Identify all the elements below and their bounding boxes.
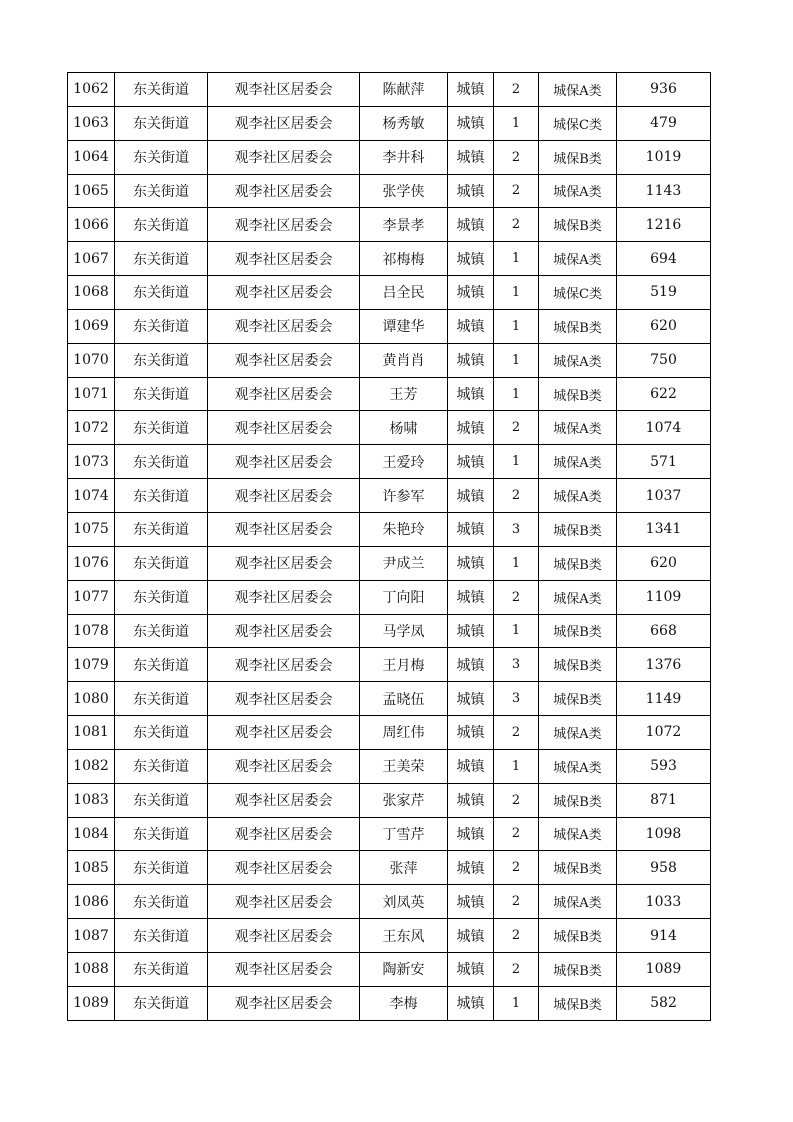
table-row (68, 749, 711, 783)
cell-count: 1 (494, 749, 539, 783)
cell-area: 城镇 (448, 309, 494, 343)
cell-street: 东关街道 (115, 546, 208, 580)
cell-community: 观李社区居委会 (208, 546, 360, 580)
cell-name: 李梅 (360, 986, 448, 1020)
cell-amount: 1109 (617, 580, 711, 614)
cell-area: 城镇 (448, 276, 494, 310)
cell-name: 丁雪芹 (360, 817, 448, 851)
cell-name: 刘凤英 (360, 885, 448, 919)
cell-count: 1 (494, 309, 539, 343)
cell-count: 2 (494, 174, 539, 208)
table-body (68, 73, 711, 1021)
cell-name: 祁梅梅 (360, 242, 448, 276)
cell-id: 1078 (68, 614, 115, 648)
cell-category: 城保A类 (539, 174, 617, 208)
cell-area: 城镇 (448, 749, 494, 783)
cell-area: 城镇 (448, 783, 494, 817)
cell-area: 城镇 (448, 208, 494, 242)
cell-id: 1064 (68, 140, 115, 174)
cell-category: 城保B类 (539, 952, 617, 986)
cell-id: 1076 (68, 546, 115, 580)
cell-id: 1072 (68, 411, 115, 445)
cell-area: 城镇 (448, 817, 494, 851)
cell-id: 1073 (68, 445, 115, 479)
cell-count: 3 (494, 682, 539, 716)
table-row (68, 242, 711, 276)
cell-amount: 582 (617, 986, 711, 1020)
cell-category: 城保B类 (539, 986, 617, 1020)
cell-area: 城镇 (448, 73, 494, 107)
cell-community: 观李社区居委会 (208, 614, 360, 648)
cell-area: 城镇 (448, 106, 494, 140)
cell-id: 1067 (68, 242, 115, 276)
cell-amount: 871 (617, 783, 711, 817)
cell-community: 观李社区居委会 (208, 411, 360, 445)
cell-id: 1068 (68, 276, 115, 310)
cell-street: 东关街道 (115, 648, 208, 682)
cell-area: 城镇 (448, 648, 494, 682)
cell-amount: 914 (617, 919, 711, 953)
cell-street: 东关街道 (115, 512, 208, 546)
cell-name: 杨啸 (360, 411, 448, 445)
table-row (68, 952, 711, 986)
cell-name: 张萍 (360, 851, 448, 885)
cell-category: 城保A类 (539, 343, 617, 377)
table-row (68, 343, 711, 377)
cell-id: 1062 (68, 73, 115, 107)
cell-street: 东关街道 (115, 276, 208, 310)
cell-community: 观李社区居委会 (208, 851, 360, 885)
cell-name: 王美荣 (360, 749, 448, 783)
cell-count: 1 (494, 377, 539, 411)
cell-id: 1070 (68, 343, 115, 377)
cell-area: 城镇 (448, 986, 494, 1020)
cell-count: 2 (494, 817, 539, 851)
cell-count: 2 (494, 411, 539, 445)
table-row (68, 140, 711, 174)
cell-category: 城保A类 (539, 242, 617, 276)
cell-category: 城保B类 (539, 614, 617, 648)
cell-amount: 593 (617, 749, 711, 783)
cell-category: 城保A类 (539, 817, 617, 851)
cell-community: 观李社区居委会 (208, 276, 360, 310)
cell-community: 观李社区居委会 (208, 749, 360, 783)
cell-community: 观李社区居委会 (208, 682, 360, 716)
cell-area: 城镇 (448, 682, 494, 716)
cell-community: 观李社区居委会 (208, 445, 360, 479)
cell-street: 东关街道 (115, 614, 208, 648)
cell-street: 东关街道 (115, 749, 208, 783)
cell-category: 城保A类 (539, 73, 617, 107)
cell-amount: 1074 (617, 411, 711, 445)
cell-id: 1077 (68, 580, 115, 614)
cell-community: 观李社区居委会 (208, 343, 360, 377)
cell-area: 城镇 (448, 140, 494, 174)
cell-community: 观李社区居委会 (208, 512, 360, 546)
cell-area: 城镇 (448, 242, 494, 276)
cell-id: 1085 (68, 851, 115, 885)
cell-amount: 622 (617, 377, 711, 411)
cell-area: 城镇 (448, 614, 494, 648)
cell-category: 城保B类 (539, 648, 617, 682)
cell-count: 2 (494, 783, 539, 817)
cell-street: 东关街道 (115, 106, 208, 140)
cell-community: 观李社区居委会 (208, 309, 360, 343)
cell-id: 1083 (68, 783, 115, 817)
cell-name: 王爱玲 (360, 445, 448, 479)
table-row (68, 479, 711, 513)
cell-name: 李景孝 (360, 208, 448, 242)
cell-name: 王东风 (360, 919, 448, 953)
cell-name: 张学侠 (360, 174, 448, 208)
cell-count: 2 (494, 885, 539, 919)
cell-name: 张家芹 (360, 783, 448, 817)
cell-category: 城保C类 (539, 106, 617, 140)
cell-amount: 1149 (617, 682, 711, 716)
cell-count: 2 (494, 140, 539, 174)
cell-area: 城镇 (448, 411, 494, 445)
cell-amount: 1098 (617, 817, 711, 851)
cell-name: 许参军 (360, 479, 448, 513)
cell-id: 1065 (68, 174, 115, 208)
cell-category: 城保B类 (539, 208, 617, 242)
table-row (68, 106, 711, 140)
cell-category: 城保B类 (539, 783, 617, 817)
cell-amount: 479 (617, 106, 711, 140)
cell-count: 2 (494, 73, 539, 107)
cell-street: 东关街道 (115, 140, 208, 174)
cell-name: 杨秀敏 (360, 106, 448, 140)
cell-id: 1087 (68, 919, 115, 953)
cell-count: 1 (494, 546, 539, 580)
cell-name: 王芳 (360, 377, 448, 411)
cell-street: 东关街道 (115, 208, 208, 242)
table-row (68, 851, 711, 885)
cell-amount: 571 (617, 445, 711, 479)
cell-name: 黄肖肖 (360, 343, 448, 377)
cell-id: 1080 (68, 682, 115, 716)
table-row (68, 682, 711, 716)
cell-name: 周红伟 (360, 716, 448, 750)
cell-area: 城镇 (448, 580, 494, 614)
cell-community: 观李社区居委会 (208, 648, 360, 682)
cell-category: 城保A类 (539, 479, 617, 513)
cell-street: 东关街道 (115, 73, 208, 107)
cell-category: 城保B类 (539, 377, 617, 411)
cell-community: 观李社区居委会 (208, 106, 360, 140)
cell-street: 东关街道 (115, 174, 208, 208)
cell-area: 城镇 (448, 716, 494, 750)
cell-count: 2 (494, 919, 539, 953)
cell-name: 陈献萍 (360, 73, 448, 107)
cell-category: 城保A类 (539, 445, 617, 479)
cell-street: 东关街道 (115, 986, 208, 1020)
cell-street: 东关街道 (115, 783, 208, 817)
cell-count: 1 (494, 242, 539, 276)
cell-street: 东关街道 (115, 377, 208, 411)
cell-amount: 1376 (617, 648, 711, 682)
table-row (68, 919, 711, 953)
cell-count: 2 (494, 952, 539, 986)
cell-id: 1081 (68, 716, 115, 750)
cell-count: 1 (494, 986, 539, 1020)
cell-street: 东关街道 (115, 885, 208, 919)
cell-count: 2 (494, 208, 539, 242)
cell-street: 东关街道 (115, 242, 208, 276)
cell-amount: 750 (617, 343, 711, 377)
cell-amount: 1072 (617, 716, 711, 750)
cell-area: 城镇 (448, 851, 494, 885)
cell-category: 城保A类 (539, 885, 617, 919)
cell-name: 谭建华 (360, 309, 448, 343)
cell-id: 1089 (68, 986, 115, 1020)
cell-area: 城镇 (448, 343, 494, 377)
cell-count: 3 (494, 512, 539, 546)
cell-street: 东关街道 (115, 682, 208, 716)
cell-amount: 694 (617, 242, 711, 276)
cell-name: 朱艳玲 (360, 512, 448, 546)
cell-id: 1075 (68, 512, 115, 546)
cell-name: 尹成兰 (360, 546, 448, 580)
cell-id: 1069 (68, 309, 115, 343)
cell-street: 东关街道 (115, 919, 208, 953)
cell-street: 东关街道 (115, 851, 208, 885)
cell-id: 1082 (68, 749, 115, 783)
table-row (68, 512, 711, 546)
cell-street: 东关街道 (115, 716, 208, 750)
table-row (68, 174, 711, 208)
cell-area: 城镇 (448, 377, 494, 411)
cell-category: 城保A类 (539, 580, 617, 614)
cell-amount: 1216 (617, 208, 711, 242)
cell-amount: 620 (617, 546, 711, 580)
cell-area: 城镇 (448, 919, 494, 953)
table-row (68, 445, 711, 479)
table-row (68, 411, 711, 445)
cell-id: 1066 (68, 208, 115, 242)
cell-category: 城保C类 (539, 276, 617, 310)
cell-community: 观李社区居委会 (208, 783, 360, 817)
table-row (68, 783, 711, 817)
cell-id: 1063 (68, 106, 115, 140)
cell-street: 东关街道 (115, 580, 208, 614)
cell-name: 吕全民 (360, 276, 448, 310)
cell-category: 城保B类 (539, 682, 617, 716)
table-row (68, 309, 711, 343)
cell-category: 城保B类 (539, 140, 617, 174)
cell-community: 观李社区居委会 (208, 919, 360, 953)
cell-area: 城镇 (448, 546, 494, 580)
cell-community: 观李社区居委会 (208, 73, 360, 107)
cell-community: 观李社区居委会 (208, 986, 360, 1020)
cell-area: 城镇 (448, 512, 494, 546)
cell-street: 东关街道 (115, 479, 208, 513)
cell-street: 东关街道 (115, 952, 208, 986)
cell-community: 观李社区居委会 (208, 208, 360, 242)
cell-category: 城保B类 (539, 546, 617, 580)
cell-amount: 936 (617, 73, 711, 107)
cell-category: 城保A类 (539, 411, 617, 445)
table-row (68, 716, 711, 750)
cell-amount: 668 (617, 614, 711, 648)
table-row (68, 614, 711, 648)
cell-amount: 1341 (617, 512, 711, 546)
cell-area: 城镇 (448, 885, 494, 919)
table-row (68, 546, 711, 580)
cell-id: 1086 (68, 885, 115, 919)
cell-count: 1 (494, 343, 539, 377)
cell-name: 孟晓伍 (360, 682, 448, 716)
cell-area: 城镇 (448, 174, 494, 208)
cell-id: 1079 (68, 648, 115, 682)
cell-amount: 1033 (617, 885, 711, 919)
table-row (68, 276, 711, 310)
cell-category: 城保B类 (539, 512, 617, 546)
table-row (68, 208, 711, 242)
table-row (68, 885, 711, 919)
cell-name: 丁向阳 (360, 580, 448, 614)
cell-community: 观李社区居委会 (208, 140, 360, 174)
cell-amount: 620 (617, 309, 711, 343)
cell-count: 2 (494, 580, 539, 614)
cell-street: 东关街道 (115, 309, 208, 343)
table-row (68, 377, 711, 411)
cell-area: 城镇 (448, 479, 494, 513)
cell-street: 东关街道 (115, 817, 208, 851)
cell-community: 观李社区居委会 (208, 580, 360, 614)
records-table (67, 72, 711, 1021)
cell-id: 1084 (68, 817, 115, 851)
cell-count: 1 (494, 614, 539, 648)
table-row (68, 817, 711, 851)
cell-name: 陶新安 (360, 952, 448, 986)
cell-area: 城镇 (448, 952, 494, 986)
cell-community: 观李社区居委会 (208, 377, 360, 411)
cell-community: 观李社区居委会 (208, 479, 360, 513)
table-row (68, 986, 711, 1020)
cell-community: 观李社区居委会 (208, 817, 360, 851)
cell-count: 1 (494, 445, 539, 479)
cell-community: 观李社区居委会 (208, 716, 360, 750)
cell-community: 观李社区居委会 (208, 242, 360, 276)
cell-street: 东关街道 (115, 343, 208, 377)
cell-category: 城保A类 (539, 716, 617, 750)
cell-count: 1 (494, 106, 539, 140)
cell-count: 2 (494, 851, 539, 885)
cell-category: 城保A类 (539, 749, 617, 783)
cell-community: 观李社区居委会 (208, 174, 360, 208)
cell-category: 城保B类 (539, 919, 617, 953)
cell-count: 3 (494, 648, 539, 682)
cell-community: 观李社区居委会 (208, 885, 360, 919)
cell-name: 马学凤 (360, 614, 448, 648)
cell-amount: 1143 (617, 174, 711, 208)
cell-street: 东关街道 (115, 411, 208, 445)
cell-amount: 1037 (617, 479, 711, 513)
cell-count: 2 (494, 716, 539, 750)
cell-amount: 1089 (617, 952, 711, 986)
cell-amount: 519 (617, 276, 711, 310)
table-row (68, 73, 711, 107)
table-row (68, 580, 711, 614)
cell-amount: 958 (617, 851, 711, 885)
cell-count: 2 (494, 479, 539, 513)
table-row (68, 648, 711, 682)
cell-area: 城镇 (448, 445, 494, 479)
cell-count: 1 (494, 276, 539, 310)
cell-id: 1074 (68, 479, 115, 513)
cell-name: 王月梅 (360, 648, 448, 682)
cell-name: 李井科 (360, 140, 448, 174)
cell-category: 城保B类 (539, 851, 617, 885)
cell-id: 1071 (68, 377, 115, 411)
cell-id: 1088 (68, 952, 115, 986)
cell-amount: 1019 (617, 140, 711, 174)
cell-street: 东关街道 (115, 445, 208, 479)
cell-community: 观李社区居委会 (208, 952, 360, 986)
cell-category: 城保B类 (539, 309, 617, 343)
